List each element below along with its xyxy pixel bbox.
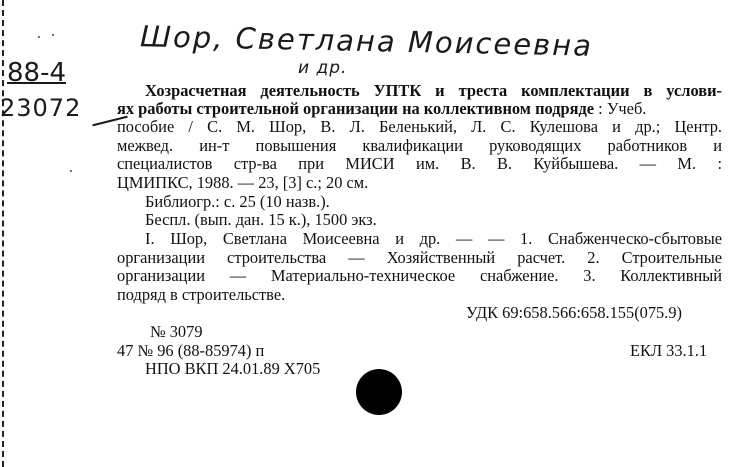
scan-speck: [52, 34, 54, 36]
index-line-4: подряд в строительстве.: [117, 285, 286, 304]
index-line-3: организации — Материально-техническое снабжение. 3. Коллективный: [117, 266, 722, 285]
shelfmark-top: 88-4: [7, 58, 67, 88]
npo-stamp: НПО ВКП 24.01.89 Х705: [145, 359, 321, 378]
index-line-1: I. Шор, Светлана Моисеевна и др. — — 1. Снабженческо-сбытовые: [145, 229, 722, 248]
scan-speck: [70, 170, 72, 172]
title-line-2-text: ях работы строительной организации на коллективном подряде: [117, 99, 595, 118]
udc-code: УДК 69:658.566:658.155(075.9): [466, 303, 682, 322]
bibliography-note: Библиогр.: с. 25 (10 назв.).: [145, 192, 330, 211]
card-number: 47 № 96 (88-85974) п: [117, 341, 265, 360]
index-line-2: организации строительства — Хозяйственный расчет. 2. Строительные: [117, 248, 722, 267]
title-line-2-tail: : Учеб.: [594, 99, 647, 118]
title-line-2: [117, 100, 722, 118]
punch-hole: [356, 369, 402, 415]
scan-speck: [38, 36, 40, 38]
price-note: Беспл. (вып. дан. 15 к.), 1500 экз.: [145, 210, 377, 229]
shelfmark-bottom: 23072: [0, 94, 82, 122]
record-number: № 3079: [150, 322, 203, 341]
handwritten-suffix: и др.: [298, 58, 348, 78]
handwritten-author: Шор, Светлана Моисеевна: [139, 19, 594, 63]
imprint-line: ЦМИПКС, 1988. — 23, [3] с.; 20 см.: [117, 173, 369, 192]
card-edge-perforation: [2, 0, 4, 467]
ekl-code: ЕКЛ 33.1.1: [630, 341, 708, 360]
body-line-1: пособие / С. М. Шор, В. Л. Беленький, Л. С. Кулешова и др.; Центр.: [117, 117, 722, 136]
title-line-1: Хозрасчетная деятельность УПТК и треста комплектации в услови-: [145, 81, 722, 100]
body-line-3: специалистов стр-ва при МИСИ им. В. В. Куйбышева. — М. :: [117, 154, 722, 173]
body-line-2: межвед. ин-т повышения квалификации руководящих работников и: [117, 136, 722, 155]
